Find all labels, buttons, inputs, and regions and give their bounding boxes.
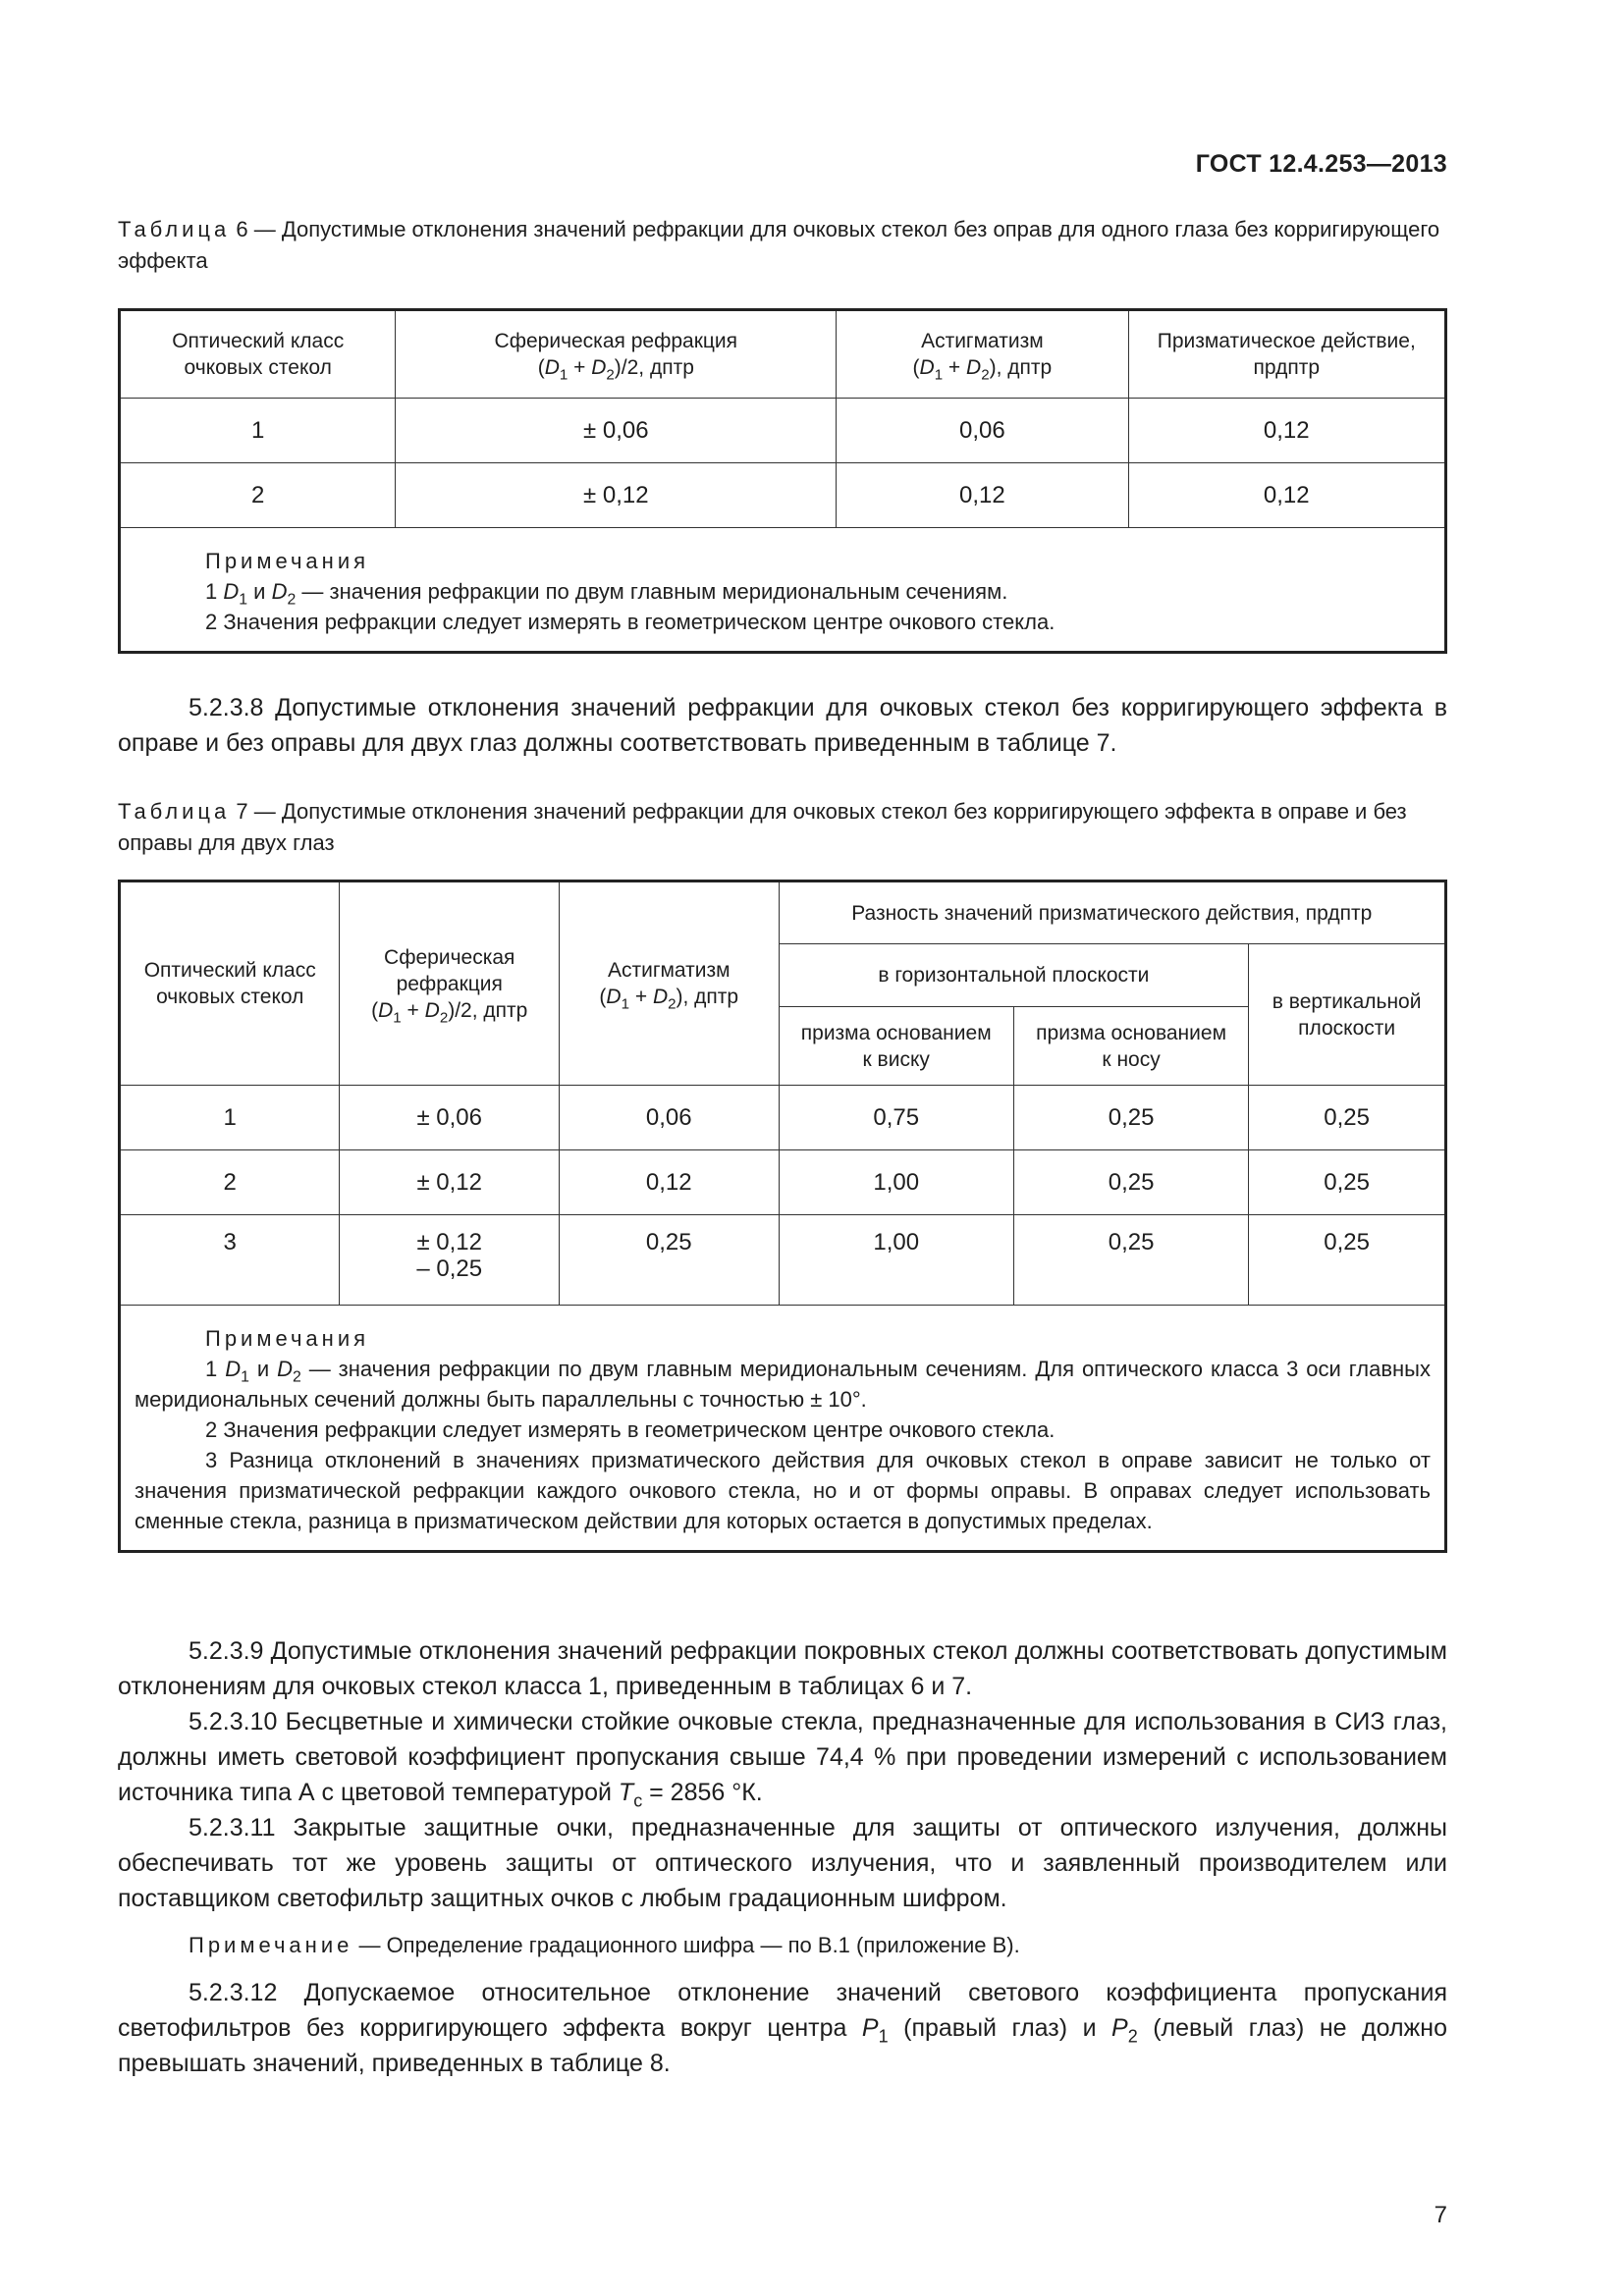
table-7-header-nose: призма основанием к носу <box>1013 1007 1248 1086</box>
table-7-header-horizontal: в горизонтальной плоскости <box>779 944 1249 1007</box>
table-cell: ± 0,12 – 0,25 <box>340 1215 560 1306</box>
table-7-header-prism-group: Разность значений призматического действия, прдптр <box>779 881 1445 944</box>
table-cell: 0,25 <box>1249 1150 1446 1215</box>
table-cell: 0,25 <box>1013 1086 1248 1150</box>
table-7-header-class: Оптический класс очковых стекол <box>120 881 340 1086</box>
body-paragraphs <box>118 1633 1447 2081</box>
paragraph-5-2-3-8-block <box>118 690 1447 761</box>
table-cell: ± 0,06 <box>396 399 837 463</box>
table-cell: ± 0,12 <box>340 1150 560 1215</box>
paragraph-5-2-3-11: 5.2.3.11 Закрытые защитные очки, предназначенные для защиты от оптического излучения, должны обеспечивать тот же уровень защиты от оптического излучения, что и заявленный производителем или поставщиком светофильтр защитных очков с любым градационным шифром. <box>118 1814 1447 1912</box>
table-7-note-2: 2 Значения рефракции следует измерять в геометрическом центре очкового стекла. <box>205 1417 1056 1442</box>
table-7 <box>118 880 1447 1553</box>
table-6-caption <box>118 214 1447 277</box>
table-cell: 2 <box>120 463 396 528</box>
table-7-note-1: 1 $D_1$ и $D_2$ — значения рефракции по двум главным меридиональным сечениям. Для оптического класса 3 оси главных меридиональных сечений должны быть параллельны с точностью ± 10°. <box>135 1357 1431 1412</box>
table-cell: 0,25 <box>560 1215 780 1306</box>
table-6-caption-label: Таблица <box>118 217 231 241</box>
table-cell: 3 <box>120 1215 340 1306</box>
table-row <box>120 399 1446 463</box>
table-cell: 0,12 <box>1128 463 1445 528</box>
table-7-header-vertical: в вертикальной плоскости <box>1249 944 1446 1086</box>
table-cell: 0,25 <box>1013 1215 1248 1306</box>
table-6-header-row <box>120 310 1446 399</box>
table-cell: 0,75 <box>779 1086 1013 1150</box>
table-cell: 1 <box>120 1086 340 1150</box>
table-cell: 0,25 <box>1249 1086 1446 1150</box>
table-cell: 0,25 <box>1013 1150 1248 1215</box>
table-cell: 0,06 <box>560 1086 780 1150</box>
table-cell: 2 <box>120 1150 340 1215</box>
single-note: Примечание — Определение градационного шифра — по В.1 (приложение В). <box>189 1933 1020 1957</box>
table-7-header-temple: призма основанием к виску <box>779 1007 1013 1086</box>
table-cell: 0,06 <box>837 399 1128 463</box>
table-cell: 0,12 <box>1128 399 1445 463</box>
table-row <box>120 1215 1446 1306</box>
table-7-caption <box>118 796 1447 859</box>
table-7-header-spherical: Сферическая рефракция $(D_1 + D_2)/2$, дптр <box>340 881 560 1086</box>
table-6-notes-label: Примечания <box>205 549 370 573</box>
paragraph-5-2-3-9: 5.2.3.9 Допустимые отклонения значений рефракции покровных стекол должны соответствовать допустимым отклонениям для очковых стекол класса 1, приведенным в таблицах 6 и 7. <box>118 1637 1447 1700</box>
table-cell: 1,00 <box>779 1215 1013 1306</box>
table-6-header-class: Оптический класс очковых стекол <box>120 310 396 399</box>
paragraph-5-2-3-8: 5.2.3.8 Допустимые отклонения значений рефракции для очковых стекол без корригирующего эффекта в оправе и без оправы для двух глаз должны соответствовать приведенным в таблице 7. <box>118 694 1447 757</box>
table-cell: ± 0,06 <box>340 1086 560 1150</box>
table-cell: 0,12 <box>837 463 1128 528</box>
table-row <box>120 463 1446 528</box>
table-6-header-astigmatism: Астигматизм $(D_1 + D_2)$, дптр <box>837 310 1128 399</box>
table-6 <box>118 308 1447 654</box>
table-cell: 1 <box>120 399 396 463</box>
paragraph-5-2-3-12: 5.2.3.12 Допускаемое относительное отклонение значений светового коэффициента пропускания светофильтров без корригирующего эффекта вокруг центра $P_1$ (правый глаз) и $P_2$ (левый глаз) не должно превышать значений, приведенных в таблице 8. <box>118 1979 1447 2077</box>
table-row <box>120 1086 1446 1150</box>
table-7-header-astigmatism: Астигматизм $(D_1 + D_2)$, дптр <box>560 881 780 1086</box>
table-6-note-1: 1 $D_1$ и $D_2$ — значения рефракции по двум главным меридиональным сечениям. <box>205 579 1008 609</box>
table-7-notes <box>120 1306 1446 1552</box>
table-cell: ± 0,12 <box>396 463 837 528</box>
table-6-notes <box>120 528 1446 653</box>
paragraph-5-2-3-10: 5.2.3.10 Бесцветные и химически стойкие очковые стекла, предназначенные для использования в СИЗ глаз, должны иметь световой коэффициент пропускания свыше 74,4 % при проведении измерений с использованием источника типа А с цветовой температурой $T_c = 2856$ °К. <box>118 1708 1447 1811</box>
table-6-notes-row <box>120 528 1446 653</box>
page-number: 7 <box>1434 2202 1447 2228</box>
table-7-caption-label: Таблица <box>118 799 231 824</box>
table-7-notes-label: Примечания <box>205 1326 370 1351</box>
table-6-caption-text: 6 — Допустимые отклонения значений рефракции для очковых стекол без оправ для одного глаза без корригирующего эффекта <box>118 217 1440 273</box>
table-6-header-spherical: Сферическая рефракция $(D_1 + D_2)/2$, дптр <box>396 310 837 399</box>
table-7-note-3: 3 Разница отклонений в значениях призматического действия для очковых стекол в оправе зависит не только от значения призматической рефракции каждого очкового стекла, но и от формы оправы. В оправах следует использовать сменные стекла, разница в призматическом действии для которых остается в допустимых пределах. <box>135 1448 1431 1533</box>
table-row <box>120 1150 1446 1215</box>
table-7-header-row-1 <box>120 881 1446 944</box>
table-cell: 1,00 <box>779 1150 1013 1215</box>
table-7-caption-text: 7 — Допустимые отклонения значений рефракции для очковых стекол без корригирующего эффекта в оправе и без оправы для двух глаз <box>118 799 1407 855</box>
table-6-note-2: 2 Значения рефракции следует измерять в геометрическом центре очкового стекла. <box>205 610 1056 634</box>
table-7-notes-row <box>120 1306 1446 1552</box>
document-number: ГОСТ 12.4.253—2013 <box>1195 150 1447 178</box>
table-6-header-prism: Призматическое действие, прдптр <box>1128 310 1445 399</box>
table-cell: 0,12 <box>560 1150 780 1215</box>
table-cell: 0,25 <box>1249 1215 1446 1306</box>
